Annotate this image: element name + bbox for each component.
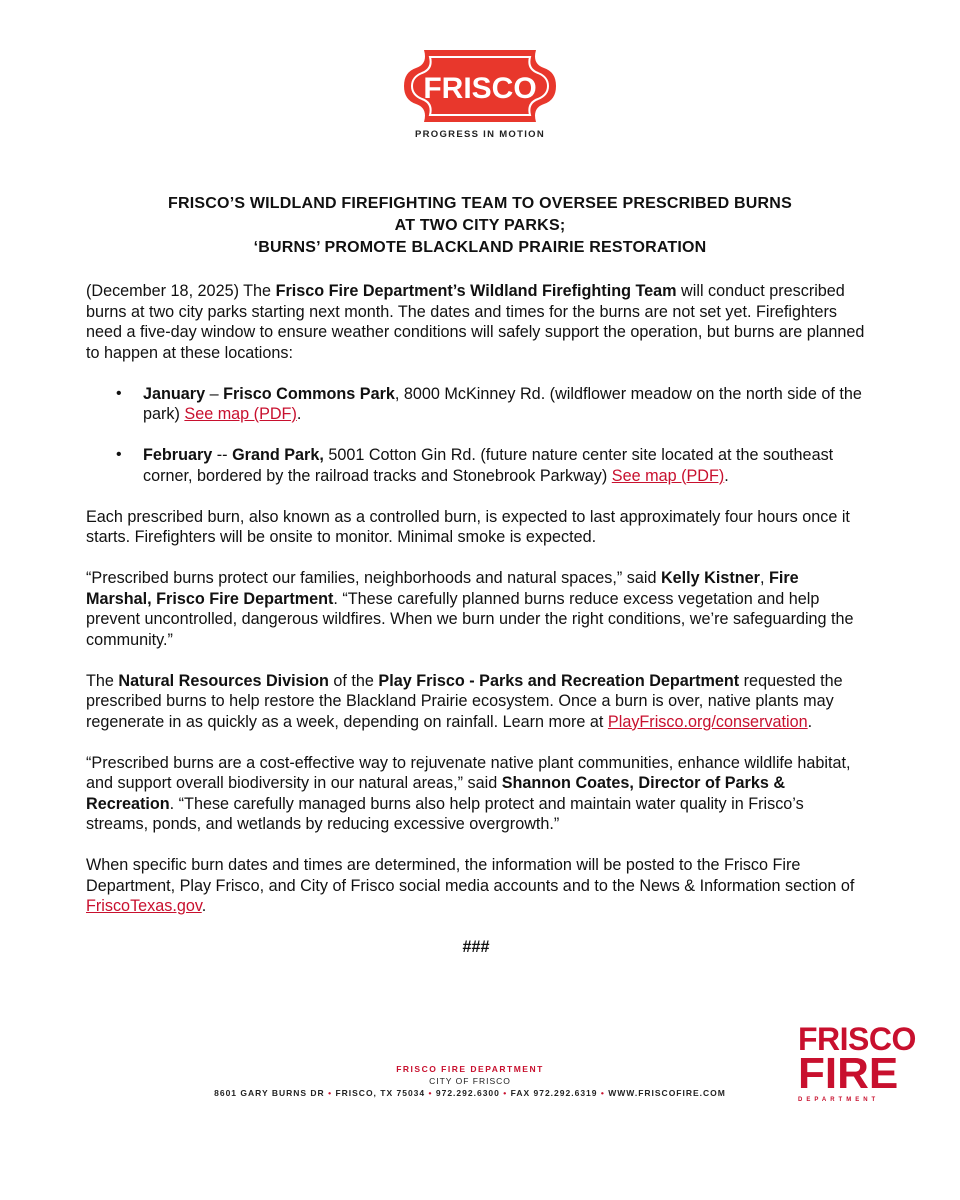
frisco-fire-logo — [798, 1021, 916, 1103]
playfrisco-conservation-link[interactable]: PlayFrisco.org/conservation — [607, 712, 808, 731]
list-item: • February -- Grand Park, 5001 Cotton Gin Rd. (future nature center site located at the southeast corner, bordered by the railroad tracks and Stonebrook Parkway) See map (PDF). — [116, 446, 834, 485]
fire-logo-line-1: FRISCO — [798, 1021, 916, 1057]
logo-text: FRISCO — [423, 72, 537, 105]
press-release-body — [86, 281, 866, 958]
friscotexas-gov-link[interactable]: FriscoTexas.gov — [86, 897, 202, 915]
end-mark: ### — [462, 938, 490, 956]
headline — [80, 193, 880, 259]
natural-resources-paragraph: The Natural Resources Division of the Play Frisco - Parks and Recreation Department requested the prescribed burns to help restore the Blackland Prairie ecosystem. Once a burn is over, native plants may regenerate in as quickly as a week, depending on rainfall. Learn more at PlayFrisco.org/conservation. — [86, 671, 843, 731]
parks-director-quote: “Prescribed burns are a cost-effective way to rejuvenate native plant communities, enhance wildlife habitat, and support overall biodiversity in our natural areas,” said Shannon Coates, Director of Parks & Recreation. “These carefully managed burns also help protect and maintain water quality in Frisco’s streams, ponds, and wetlands by reducing excessive overgrowth.” — [86, 753, 851, 833]
fire-marshal-quote: “Prescribed burns protect our families, neighborhoods and natural spaces,” said Kelly Kistner, Fire Marshal, Frisco Fire Department. “These carefully planned burns reduce excess vegetation and help prevent uncontrolled, dangerous wildfires. When we burn under the right conditions, we’re safeguarding the community.” — [86, 569, 854, 649]
frisco-city-logo — [404, 44, 556, 128]
headline-line-1: FRISCO’S WILDLAND FIREFIGHTING TEAM TO OVERSEE PRESCRIBED BURNS — [168, 195, 792, 212]
fire-logo-line-3: DEPARTMENT — [798, 1096, 880, 1103]
footer-website: WWW.FRISCOFIRE.COM — [608, 1088, 726, 1098]
fire-logo-line-2: FIRE — [798, 1049, 899, 1099]
team-name: Frisco Fire Department’s Wildland Firefighting Team — [275, 282, 677, 300]
see-map-link-grand-park[interactable]: See map (PDF) — [611, 466, 725, 485]
headline-line-3: ‘BURNS’ PROMOTE BLACKLAND PRAIRIE RESTORATION — [253, 239, 707, 256]
tagline: PROGRESS IN MOTION — [414, 129, 546, 140]
burn-locations-list — [86, 384, 866, 487]
bullet-icon: • — [116, 384, 122, 402]
footer-department: FRISCO FIRE DEPARTMENT — [396, 1064, 544, 1074]
footer-contact-line: 8601 GARY BURNS DR • FRISCO, TX 75034 • 972.292.6300 • FAX 972.292.6319 • WWW.FRISCOFIRE.COM — [214, 1088, 726, 1098]
list-item: • January – Frisco Commons Park, 8000 McKinney Rd. (wildflower meadow on the north side of the park) See map (PDF). — [116, 384, 862, 423]
see-map-link-frisco-commons[interactable]: See map (PDF) — [184, 405, 297, 423]
bullet-icon: • — [116, 446, 122, 463]
intro-paragraph: (December 18, 2025) The Frisco Fire Department’s Wildland Firefighting Team will conduct prescribed burns at two city parks starting next month. The dates and times for the burns are not set yet. Firefighters need a five-day window to ensure weather conditions will safely support the operation, but burns are planned to happen at these locations: — [86, 282, 865, 362]
footer — [140, 1063, 800, 1099]
footer-city: CITY OF FRISCO — [429, 1076, 511, 1086]
closing-paragraph: When specific burn dates and times are determined, the information will be posted to the Frisco Fire Department, Play Frisco, and City of Frisco social media accounts and to the News & Information section of FriscoTexas.gov. — [86, 856, 855, 915]
headline-line-2: AT TWO CITY PARKS; — [394, 217, 566, 234]
duration-paragraph: Each prescribed burn, also known as a controlled burn, is expected to last approximately four hours once it starts. Firefighters will be onsite to monitor. Minimal smoke is expected. — [86, 507, 850, 546]
